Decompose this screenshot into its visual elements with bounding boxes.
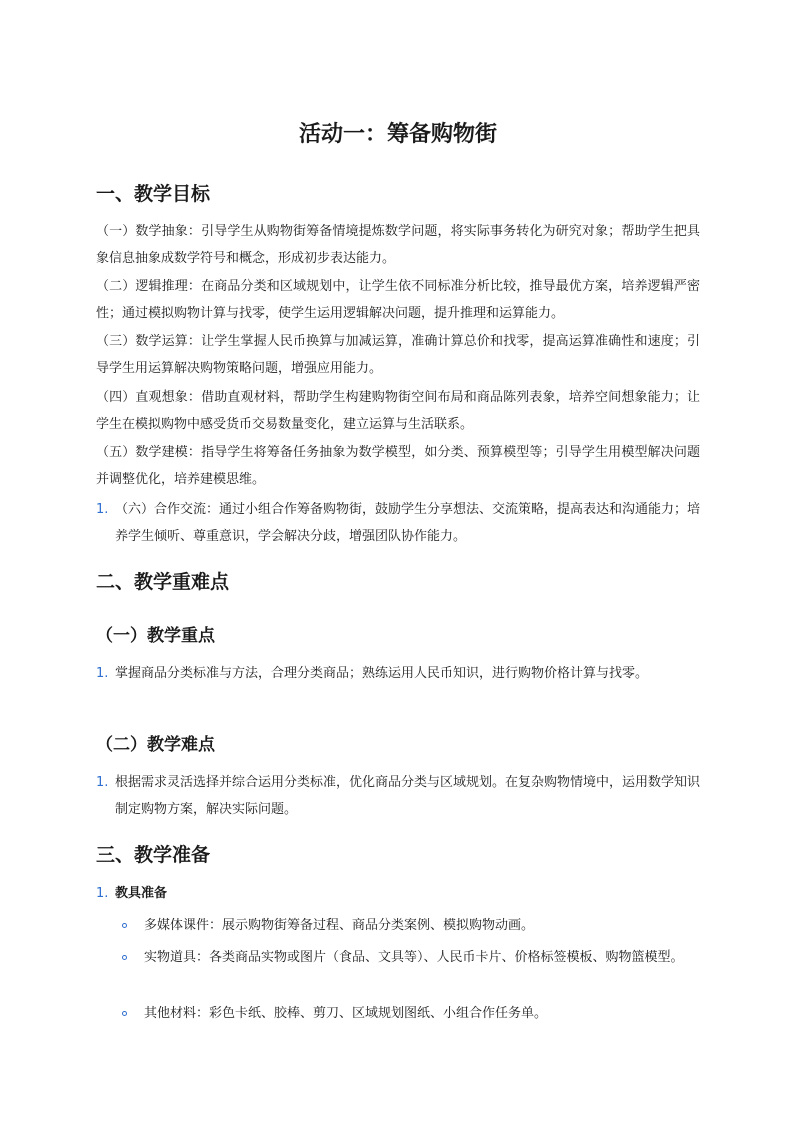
sub-list-item	[122, 1000, 688, 1027]
list-number: 1.	[96, 666, 109, 681]
subsection-heading-difficulty: （二）教学难点	[96, 735, 215, 755]
list-number: 1.	[96, 502, 109, 517]
sub-list-item-text: 实物道具：各类商品实物或图片（食品、文具等）、人民币卡片、价格标签模板、购物篮模型。	[144, 950, 684, 965]
list-item	[96, 880, 700, 907]
bullet-circle-icon	[122, 1011, 127, 1016]
list-item-text: 根据需求灵活选择并综合运用分类标准，优化商品分类与区域规划。在复杂购物情境中，运用数学知识制定购物方案，解决实际问题。	[115, 775, 701, 817]
list-number: 1.	[96, 886, 109, 901]
bullet-circle-icon	[122, 955, 127, 960]
sub-list-item-text: 多媒体课件：展示购物街筹备过程、商品分类案例、模拟购物动画。	[144, 918, 535, 933]
section-heading-preparation: 三、教学准备	[96, 844, 211, 866]
goal-paragraph: （三）数学运算：让学生掌握人民币换算与加减运算，准确计算总价和找零，提高运算准确性和速度；引导学生用运算解决购物策略问题，增强应用能力。	[96, 334, 700, 376]
list-item	[96, 496, 700, 550]
sub-list-item	[122, 912, 688, 939]
goal-paragraph: （二）逻辑推理：在商品分类和区域规划中，让学生依不同标准分析比较，推导最优方案，培养逻辑严密性；通过模拟购物计算与找零，使学生运用逻辑解决问题，提升推理和运算能力。	[96, 279, 700, 321]
goal-paragraph: （四）直观想象：借助直观材料，帮助学生构建购物街空间布局和商品陈列表象，培养空间想象能力；让学生在模拟购物中感受货币交易数量变化，建立运算与生活联系。	[96, 390, 700, 432]
bullet-circle-icon	[122, 923, 127, 928]
list-item-text: 掌握商品分类标准与方法，合理分类商品；熟练运用人民币知识，进行购物价格计算与找零。	[115, 666, 649, 681]
list-item	[96, 660, 700, 687]
sub-list-item	[122, 944, 688, 971]
goal-paragraph: （五）数学建模：指导学生将筹备任务抽象为数学模型，如分类、预算模型等；引导学生用模型解决问题并调整优化，培养建模思维。	[96, 445, 700, 487]
goal-paragraph: （一）数学抽象：引导学生从购物街筹备情境提炼数学问题，将实际事务转化为研究对象；帮助学生把具象信息抽象成数学符号和概念，形成初步表达能力。	[96, 224, 700, 266]
subsection-heading-focus: （一）教学重点	[96, 626, 215, 646]
list-item-text: （六）合作交流：通过小组合作筹备购物街，鼓励学生分享想法、交流策略，提高表达和沟通能力；培养学生倾听、尊重意识，学会解决分歧，增强团队协作能力。	[115, 502, 701, 544]
section-heading-keypoints: 二、教学重难点	[96, 571, 230, 593]
list-item	[96, 769, 700, 823]
document-title: 活动一：筹备购物街	[298, 122, 497, 147]
list-number: 1.	[96, 775, 109, 790]
sub-list-item-text: 其他材料：彩色卡纸、胶棒、剪刀、区域规划图纸、小组合作任务单。	[144, 1006, 548, 1021]
section-heading-goals: 一、教学目标	[96, 183, 211, 205]
list-item-text: 教具准备	[115, 886, 168, 901]
